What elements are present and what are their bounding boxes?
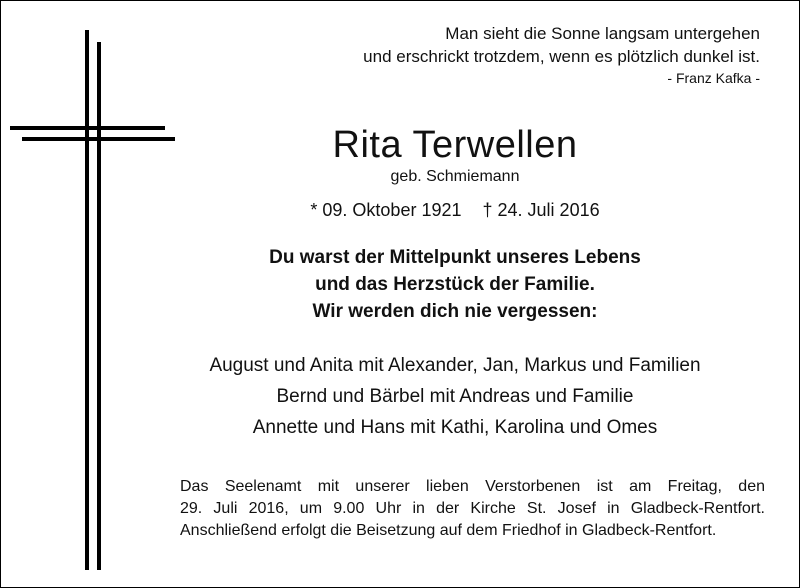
motto xyxy=(160,244,750,325)
notice-line: Anschließend erfolgt die Beisetzung auf dem Friedhof in Gladbeck-Rentfort. xyxy=(180,522,717,539)
motto-line: Du warst der Mittelpunkt unseres Lebens xyxy=(269,247,641,268)
notice-line: 29. Juli 2016, um 9.00 Uhr in der Kirche St. Josef in Gladbeck-Rentfort. xyxy=(180,500,765,517)
kafka-quote xyxy=(240,22,760,88)
notice-line: Das Seelenamt mit unserer lieben Verstorbenen ist am Freitag, den xyxy=(180,478,765,495)
maiden-name: geb. Schmiemann xyxy=(390,168,520,185)
funeral-notice xyxy=(180,476,765,542)
birth-date: * 09. Oktober 1921 xyxy=(310,200,462,220)
life-dates xyxy=(160,198,750,222)
deceased-name: Rita Terwellen xyxy=(332,124,578,166)
quote-line: Man sieht die Sonne langsam untergehen xyxy=(445,24,760,43)
family-list xyxy=(160,350,750,443)
family-line: Bernd und Bärbel mit Andreas und Familie xyxy=(276,386,634,407)
motto-line: Wir werden dich nie vergessen: xyxy=(312,301,598,322)
quote-line: und erschrickt trotzdem, wenn es plötzlich dunkel ist. xyxy=(363,47,760,66)
family-line: Annette und Hans mit Kathi, Karolina und Omes xyxy=(252,417,658,438)
family-line: August und Anita mit Alexander, Jan, Markus und Familien xyxy=(209,355,701,376)
death-date: † 24. Juli 2016 xyxy=(482,200,600,220)
quote-author: - Franz Kafka - xyxy=(667,70,760,86)
motto-line: und das Herzstück der Familie. xyxy=(315,274,595,295)
